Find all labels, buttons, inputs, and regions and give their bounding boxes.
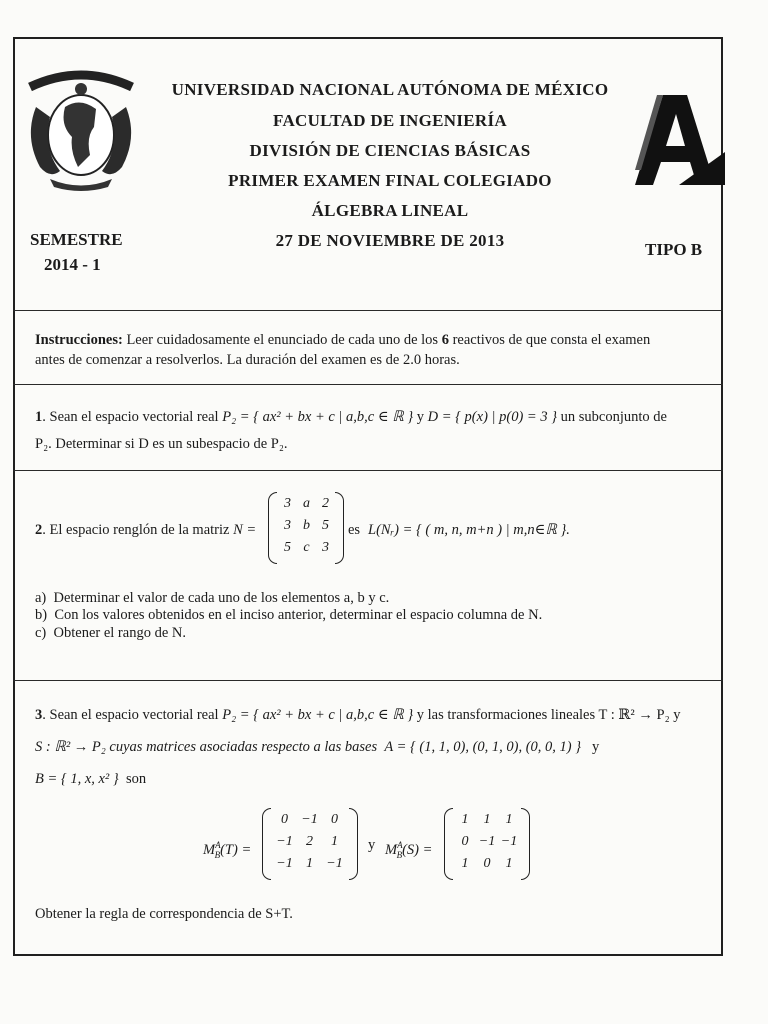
faculty-title: FACULTAD DE INGENIERÍA (273, 111, 507, 130)
instructions-label: Instrucciones: (35, 332, 123, 348)
q2-matrix-cell: 3 (284, 496, 291, 511)
instructions-text-2: reactivos de que consta el examen (448, 332, 651, 348)
instructions-line-1 (35, 330, 705, 350)
q3-matrix-T-cell: 1 (331, 834, 338, 849)
q3-mT-arg: (T) = (220, 841, 252, 858)
q3-mS-sup: A (397, 840, 403, 850)
q3-matrix-T-cell: 2 (306, 834, 313, 849)
q3-matrix-T-cell: −1 (301, 812, 318, 827)
q2-matrix-name: N = (233, 522, 257, 538)
q3-mS-arg: (S) = (402, 841, 433, 858)
q3-mT-sub: B (214, 849, 221, 860)
exam-title: PRIMER EXAMEN FINAL COLEGIADO (228, 171, 552, 190)
q2-item-b (35, 607, 542, 624)
q3-mid-y: y (368, 837, 376, 853)
q3-mT-sup: A (215, 840, 221, 850)
q3-line-2a: S : ℝ² → P₂ cuyas matrices asociadas respecto a las bases (35, 739, 378, 755)
q1-line-1 (35, 407, 715, 427)
q2-matrix-cell: 3 (322, 540, 329, 555)
q2-item-a-text: Determinar el valor de cada uno de los elementos a, b y c. (53, 590, 390, 606)
q3-line-1a: . Sean el espacio vectorial real (42, 707, 223, 723)
exam-type: TIPO B (645, 240, 703, 259)
q2-es: es (348, 522, 361, 538)
division-title: DIVISIÓN DE CIENCIAS BÁSICAS (249, 141, 531, 160)
q3-mS-sub: B (396, 849, 403, 860)
q3-line-1b: y las transformaciones lineales T : ℝ² → P₂ y (413, 707, 681, 723)
q2-item-a-label: a) (35, 590, 47, 606)
q1-number: 1 (35, 409, 43, 425)
university-title: UNIVERSIDAD NACIONAL AUTÓNOMA DE MÉXICO (171, 80, 609, 99)
divider-instructions (13, 384, 723, 385)
q3-matrix-S-cell: 0 (461, 834, 469, 849)
semester-value: 2014 - 1 (44, 255, 101, 274)
divider-q1 (13, 470, 723, 471)
q3-matrix-T (262, 808, 358, 880)
q2-item-b-text: Con los valores obtenidos en el inciso anterior, determinar el espacio columna de N. (54, 607, 543, 623)
q3-matrix-T-cell: −1 (276, 856, 293, 871)
q2-item-c (35, 625, 186, 642)
q3-matrix-T-cell: −1 (326, 856, 343, 871)
q3-matrix-T-cell: 0 (331, 812, 338, 827)
q3-matrix-T-cell: 1 (306, 856, 313, 871)
q1-conj: y (413, 409, 428, 425)
q3-mS-name: M (385, 841, 398, 858)
q2-item-a (35, 590, 389, 607)
q3-mT-name: M (203, 841, 216, 858)
q3-matrix-S-cell: 1 (483, 812, 491, 827)
q2-matrix (268, 492, 344, 564)
exam-date: 27 DE NOVIEMBRE DE 2013 (275, 231, 505, 250)
q2-number: 2 (35, 522, 43, 538)
q1-tail: un subconjunto de (557, 409, 667, 425)
q3-matrix-S-cell: 1 (461, 812, 469, 827)
q2-matrix-cell: c (303, 540, 310, 555)
q3-y: y (591, 739, 600, 755)
q2-matrix-cell: a (303, 496, 310, 511)
q3-line-3 (35, 769, 146, 789)
q3-line-1 (35, 705, 725, 725)
q3-number: 3 (35, 707, 43, 723)
instructions-text: Leer cuidadosamente el enunciado de cada uno de los (122, 332, 442, 348)
subject-title: ÁLGEBRA LINEAL (311, 201, 469, 220)
q3-matrix-T-cell: −1 (276, 834, 293, 849)
q3-mT-label (203, 835, 251, 865)
q1-space: P₂ = { ax² + bx + c | a,b,c ∈ ℝ } (222, 409, 414, 425)
q3-matrix-T-cell: 0 (281, 812, 288, 827)
algebra-logo-icon (635, 90, 725, 190)
q3-final: Obtener la regla de correspondencia de S+T. (35, 906, 293, 922)
q2-item-c-text: Obtener el rango de N. (53, 625, 186, 641)
q2-rowspace: L(Nᵣ) = { ( m, n, m+n ) | m,n∈ℝ }. (368, 522, 570, 538)
q1-subset: D = { p(x) | p(0) = 3 } (427, 409, 557, 425)
q2-intro-text: . El espacio renglón de la matriz (42, 522, 234, 538)
q3-matrix-S-cell: 1 (505, 812, 513, 827)
divider-header (13, 310, 723, 311)
q3-matrix-S-cell: −1 (500, 834, 518, 849)
q3-son: son (125, 771, 147, 787)
instructions-count: 6 (441, 332, 449, 348)
q2-matrix-cell: 5 (322, 518, 329, 533)
q2-item-b-label: b) (35, 607, 48, 623)
q3-space: P₂ = { ax² + bx + c | a,b,c ∈ ℝ } (222, 707, 414, 723)
divider-q2 (13, 680, 723, 681)
q2-matrix-cell: 3 (284, 518, 291, 533)
semester-label: SEMESTRE (30, 230, 123, 249)
q3-matrix-S-cell: −1 (478, 834, 496, 849)
unam-seal-icon (20, 67, 142, 192)
instructions-line-2: antes de comenzar a resolverlos. La duración del examen es de 2.0 horas. (35, 352, 460, 368)
q3-matrix-S-cell: 0 (483, 856, 491, 871)
q3-matrix-S (444, 808, 530, 880)
q3-basis-a: A = { (1, 1, 0), (0, 1, 0), (0, 0, 1) } (384, 739, 582, 755)
q2-item-c-label: c) (35, 625, 47, 641)
q3-mS-label (385, 835, 432, 865)
q1-intro: . Sean el espacio vectorial real (42, 409, 223, 425)
q3-line-2 (35, 737, 725, 757)
q2-matrix-cell: b (303, 518, 310, 533)
q1-line-2: P₂. Determinar si D es un subespacio de P₂. (35, 436, 288, 452)
q3-matrix-S-cell: 1 (461, 856, 469, 871)
q2-matrix-cell: 5 (284, 540, 291, 555)
q2-matrix-cell: 2 (322, 496, 329, 511)
q2-intro (35, 520, 256, 540)
q3-matrix-S-cell: 1 (505, 856, 513, 871)
q3-basis-b: B = { 1, x, x² } (35, 771, 119, 787)
